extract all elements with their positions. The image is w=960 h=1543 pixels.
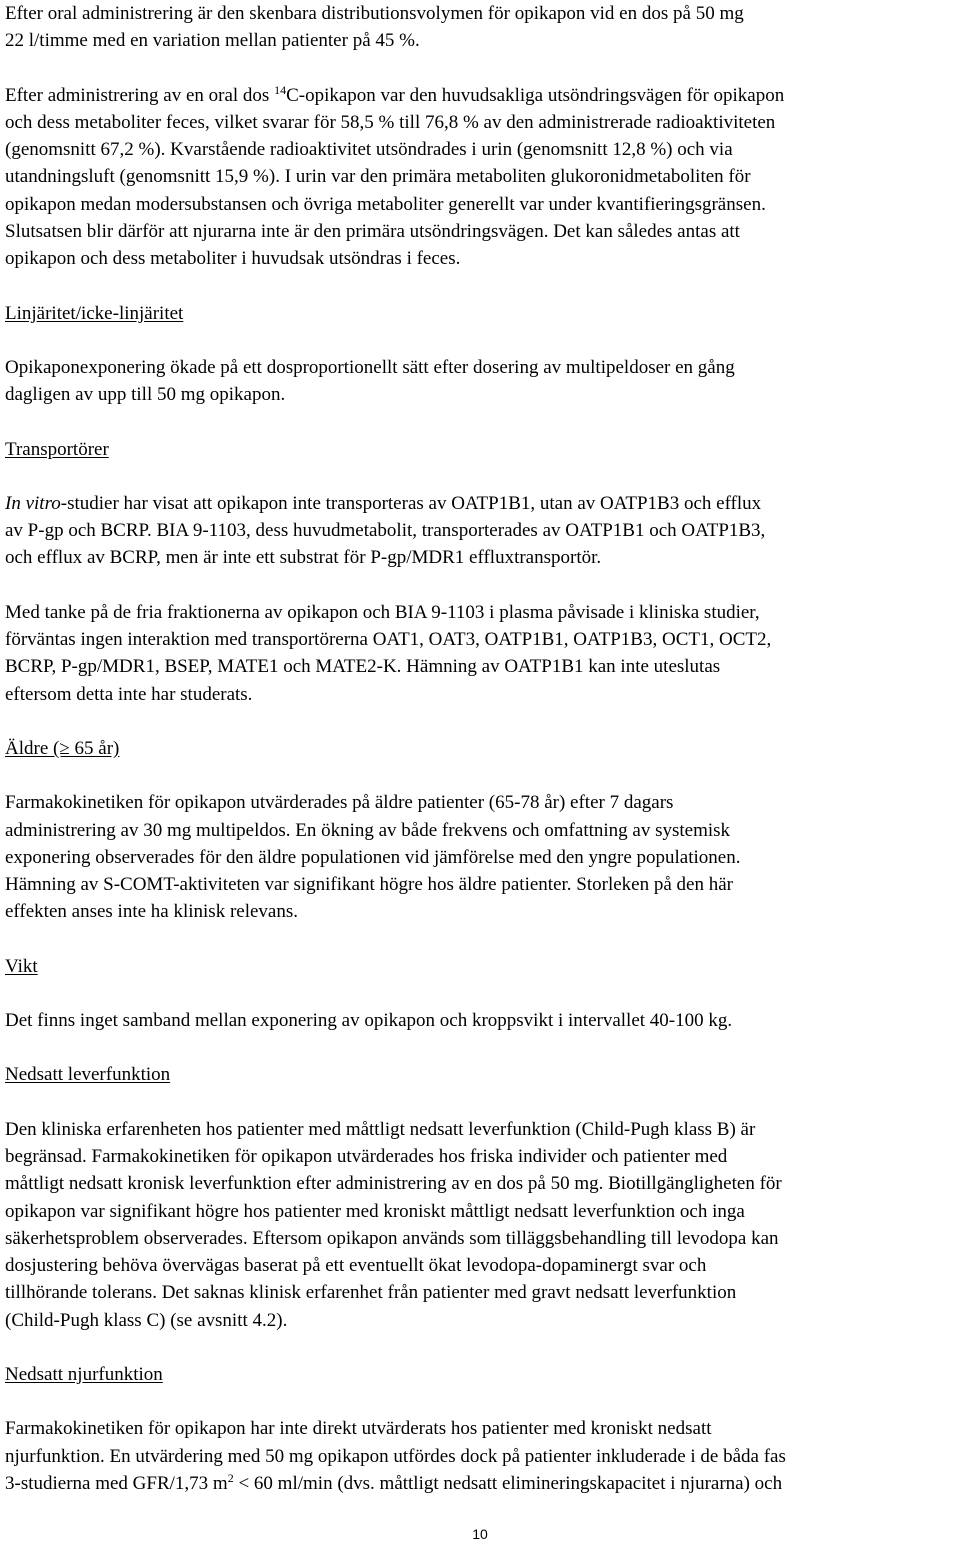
text-line: njurfunktion. En utvärdering med 50 mg opikapon utfördes dock på patienter inkluderade i de båda fas — [5, 1445, 786, 1467]
text-line: och efflux av BCRP, men är inte ett substrat för P-gp/MDR1 effluxtransportör. — [5, 547, 602, 569]
italic-term: In vitro — [5, 492, 61, 514]
section-heading-elderly: Äldre (≥ 65 år) — [5, 737, 120, 759]
text-fragment: Efter administrering av en oral dos — [5, 84, 275, 106]
text-line: (genomsnitt 67,2 %). Kvarstående radioaktivitet utsöndrades i urin (genomsnitt 12,8 %) och via — [5, 139, 733, 161]
text-line: förväntas ingen interaktion med transportörerna OAT1, OAT3, OATP1B1, OATP1B3, OCT1, OCT2, — [5, 629, 772, 651]
paragraph-linearity — [5, 354, 957, 409]
text-line: utandningsluft (genomsnitt 15,9 %). I urin var den primära metaboliten glukoronidmetaboliten för — [5, 166, 751, 188]
text-fragment: 3-studierna med GFR/1,73 m — [5, 1472, 228, 1494]
text-line — [5, 1470, 957, 1497]
text-line: eftersom detta inte har studerats. — [5, 683, 253, 705]
text-line: 22 l/timme med en variation mellan patienter på 45 %. — [5, 30, 420, 52]
text-line: (Child-Pugh klass C) (se avsnitt 4.2). — [5, 1309, 288, 1331]
section-heading-transporters: Transportörer — [5, 438, 109, 460]
text-line: Farmakokinetiken för opikapon har inte direkt utvärderats hos patienter med kroniskt nedsatt — [5, 1418, 712, 1440]
text-line — [5, 490, 957, 517]
text-line: begränsad. Farmakokinetiken för opikapon utvärderades hos friska individer och patienter med — [5, 1145, 728, 1167]
paragraph-transporters-1 — [5, 490, 957, 572]
section-heading-renal: Nedsatt njurfunktion — [5, 1363, 163, 1385]
text-line: Med tanke på de fria fraktionerna av opikapon och BIA 9-1103 i plasma påvisade i kliniska studier, — [5, 601, 760, 623]
paragraph-transporters-2 — [5, 599, 957, 708]
text-line: Hämning av S-COMT-aktiviteten var signifikant högre hos äldre patienter. Storleken på den här — [5, 874, 733, 896]
text-line: av P-gp och BCRP. BIA 9-1103, dess huvudmetabolit, transporterades av OATP1B1 och OATP1B3, — [5, 520, 766, 542]
text-line: tillhörande tolerans. Det saknas klinisk erfarenhet från patienter med gravt nedsatt leverfunktion — [5, 1282, 737, 1304]
page-number: 10 — [472, 1526, 488, 1542]
paragraph-elderly — [5, 789, 957, 925]
text-line: opikapon var signifikant högre hos patienter med kroniskt måttligt nedsatt leverfunktion och inga — [5, 1200, 745, 1222]
paragraph-hepatic — [5, 1116, 957, 1334]
paragraph-renal — [5, 1415, 957, 1497]
text-line: dosjustering behöva övervägas baserat på ett eventuellt ökat levodopa-dopaminergt svar och — [5, 1255, 707, 1277]
paragraph-elimination — [5, 82, 957, 273]
text-line: effekten anses inte ha klinisk relevans. — [5, 901, 298, 923]
text-line: måttligt nedsatt kronisk leverfunktion efter administrering av en dos på 50 mg. Biotillgängligheten för — [5, 1173, 782, 1195]
text-line: BCRP, P-gp/MDR1, BSEP, MATE1 och MATE2-K. Hämning av OATP1B1 kan inte uteslutas — [5, 656, 721, 678]
section-heading-linearity: Linjäritet/icke-linjäritet — [5, 302, 184, 324]
text-line: Farmakokinetiken för opikapon utvärderades på äldre patienter (65-78 år) efter 7 dagars — [5, 792, 674, 814]
text-line: Opikaponexponering ökade på ett dosproportionellt sätt efter dosering av multipeldoser en gång — [5, 356, 735, 378]
text-fragment: < 60 ml/min (dvs. måttligt nedsatt elimineringskapacitet i njurarna) och — [233, 1472, 783, 1494]
paragraph-distribution — [5, 0, 957, 55]
text-line: dagligen av upp till 50 mg opikapon. — [5, 384, 286, 406]
text-line: Efter oral administrering är den skenbara distributionsvolymen för opikapon vid en dos på 50 mg — [5, 3, 744, 24]
text-line: exponering observerades för den äldre populationen vid jämförelse med den yngre populationen. — [5, 846, 741, 868]
text-fragment: -studier har visat att opikapon inte transporteras av OATP1B1, utan av OATP1B3 och efflux — [60, 492, 762, 514]
paragraph-weight — [5, 1007, 957, 1034]
text-line: Den kliniska erfarenheten hos patienter med måttligt nedsatt leverfunktion (Child-Pugh klass B) är — [5, 1118, 756, 1140]
text-line: Slutsatsen blir därför att njurarna inte är den primära utsöndringsvägen. Det kan således antas att — [5, 221, 740, 243]
superscript-isotope: 14 — [274, 82, 287, 97]
section-heading-hepatic: Nedsatt leverfunktion — [5, 1064, 171, 1086]
text-fragment: C-opikapon var den huvudsakliga utsöndringsvägen för opikapon — [286, 84, 785, 106]
text-line — [5, 82, 957, 109]
superscript-exponent: 2 — [227, 1470, 234, 1485]
text-line: Det finns inget samband mellan exponering av opikapon och kroppsvikt i intervallet 40-100 kg. — [5, 1010, 733, 1032]
text-line: och dess metaboliter feces, vilket svarar för 58,5 % till 76,8 % av den administrerade radioaktiviteten — [5, 111, 776, 133]
text-line: säkerhetsproblem observerades. Eftersom opikapon används som tilläggsbehandling till levodopa kan — [5, 1227, 779, 1249]
section-heading-weight: Vikt — [5, 955, 38, 977]
text-line: opikapon medan modersubstansen och övriga metaboliter generellt var under kvantifieringsgränsen. — [5, 193, 766, 215]
text-line: administrering av 30 mg multipeldos. En ökning av både frekvens och omfattning av systemisk — [5, 819, 731, 841]
text-line: opikapon och dess metaboliter i huvudsak utsöndras i feces. — [5, 248, 461, 270]
document-page — [5, 0, 957, 1497]
